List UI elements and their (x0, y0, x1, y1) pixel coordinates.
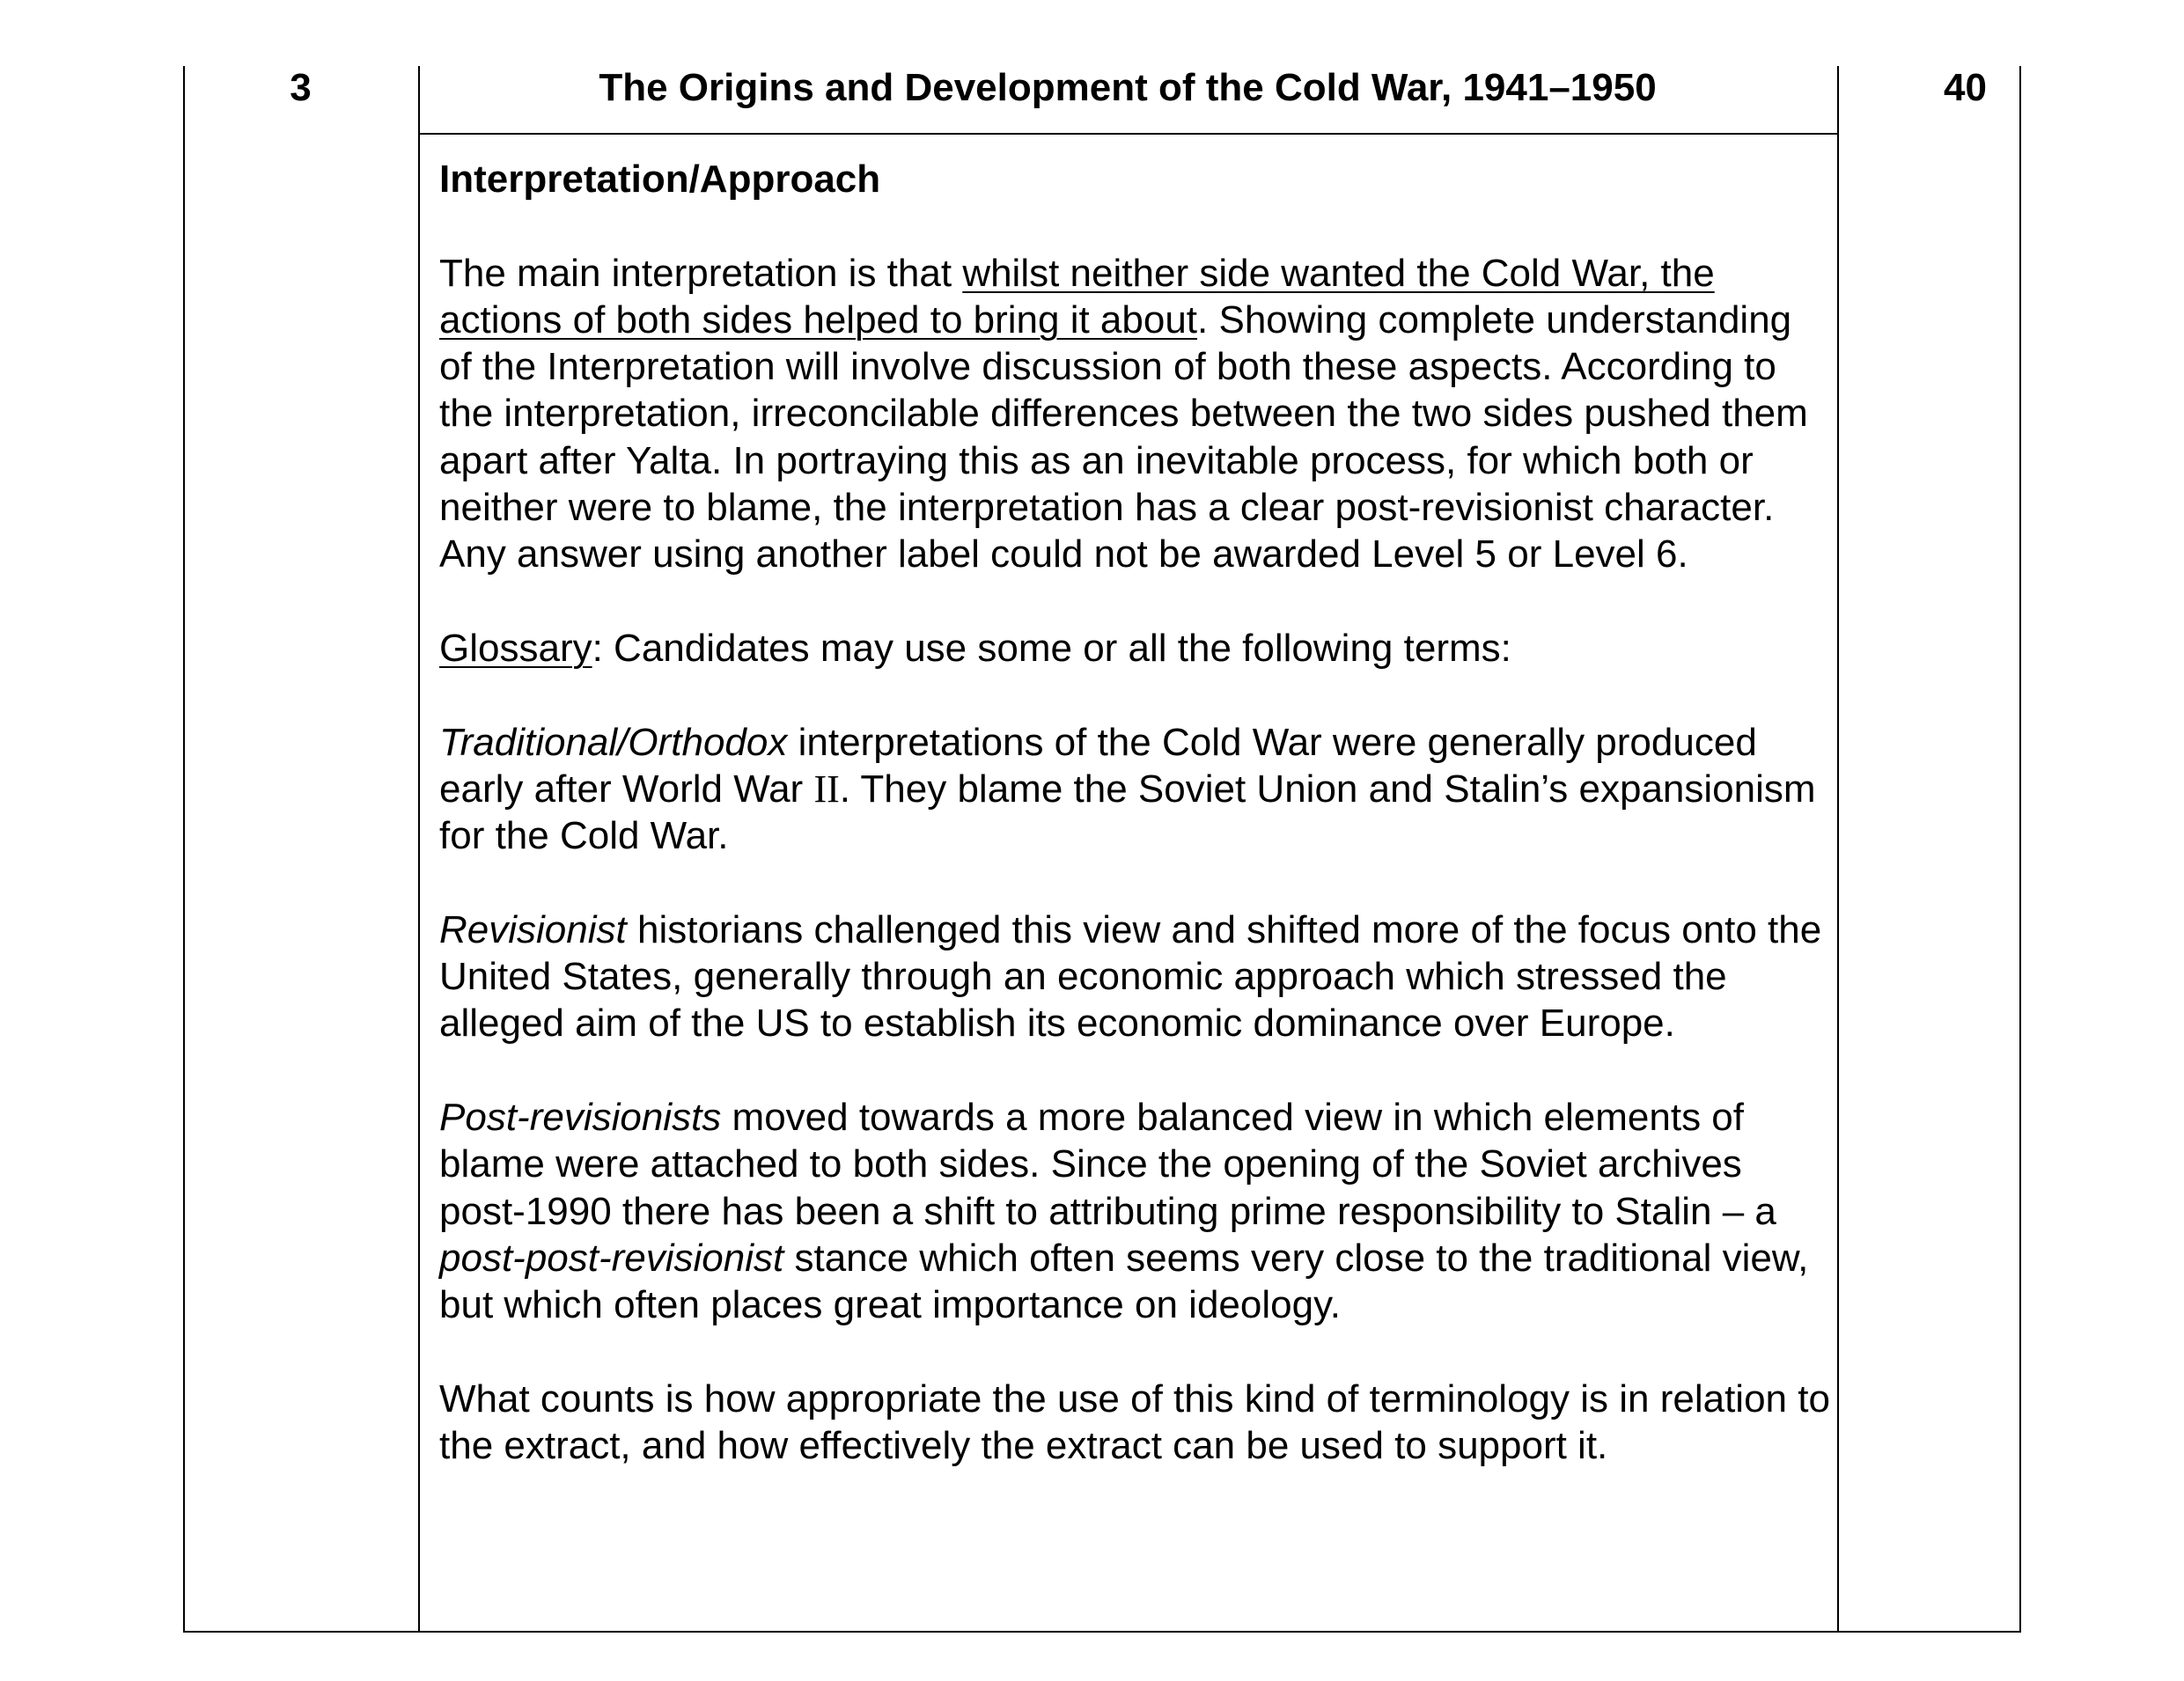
question-title: The Origins and Development of the Cold War, 1941–1950 (599, 66, 1657, 109)
glossary-label: Glossary (439, 626, 592, 670)
glossary-paragraph (439, 625, 1835, 672)
table-right-border (2019, 66, 2021, 1633)
interpretation-key-phrase: whilst neither side wanted the Cold War, the actions of both sides helped to bring it about (439, 251, 1715, 341)
roman-numeral: II (813, 767, 840, 811)
post-revisionist-text-a: moved towards a more balanced view in which elements of blame were attached to both sides. Since the opening of the Soviet archives post-1990 there has been a shift to attributing prime responsibility to Stalin – a (439, 1095, 1776, 1233)
table-left-border (183, 66, 185, 1633)
table-bottom-border (183, 1631, 2021, 1633)
guidance-content (439, 156, 1835, 1469)
traditional-term: Traditional/Orthodox (439, 720, 788, 764)
post-post-revisionist-term: post-post-revisionist (439, 1236, 784, 1280)
interpretation-body: . Showing complete understanding of the Interpretation will involve discussion of both these aspects. According to the interpretation, irreconcilable differences between the two sides pushed them apart after Yalta. In portraying this as an inevitable process, for which both or neither were to blame, the interpretation has a clear post-revisionist character. Any answer using another label could not be awarded Level 5 or Level 6. (439, 297, 1808, 576)
traditional-text-a: interpretations of the Cold War were generally produced early after World War (439, 720, 1757, 811)
traditional-text-b: . They blame the Soviet Union and Stalin’s expansionism for the Cold War. (439, 767, 1816, 858)
interpretation-paragraph (439, 250, 1835, 578)
revisionist-text: historians challenged this view and shifted more of the focus onto the United States, generally through an economic approach which stressed the alleged aim of the US to establish its economic dominance over Europe. (439, 907, 1822, 1046)
title-underline (418, 133, 1839, 135)
traditional-paragraph (439, 719, 1835, 860)
terminology-note-paragraph: What counts is how appropriate the use of this kind of terminology is in relation to the extract, and how effectively the extract can be used to support it. (439, 1376, 1830, 1468)
section-heading: Interpretation/Approach (439, 158, 881, 201)
post-revisionist-term: Post-revisionists (439, 1095, 722, 1139)
post-revisionist-paragraph (439, 1094, 1835, 1328)
post-revisionist-text-b: stance which often seems very close to the traditional view, but which often places great importance on ideology. (439, 1236, 1809, 1327)
interpretation-intro: The main interpretation is that (439, 251, 963, 295)
revisionist-term: Revisionist (439, 907, 627, 951)
table-column-divider-1 (418, 66, 420, 1633)
question-marks: 40 (1944, 66, 1987, 109)
question-number: 3 (290, 66, 312, 109)
table-column-divider-2 (1837, 66, 1839, 1633)
glossary-intro: : Candidates may use some or all the following terms: (592, 626, 1511, 670)
revisionist-paragraph (439, 907, 1835, 1047)
